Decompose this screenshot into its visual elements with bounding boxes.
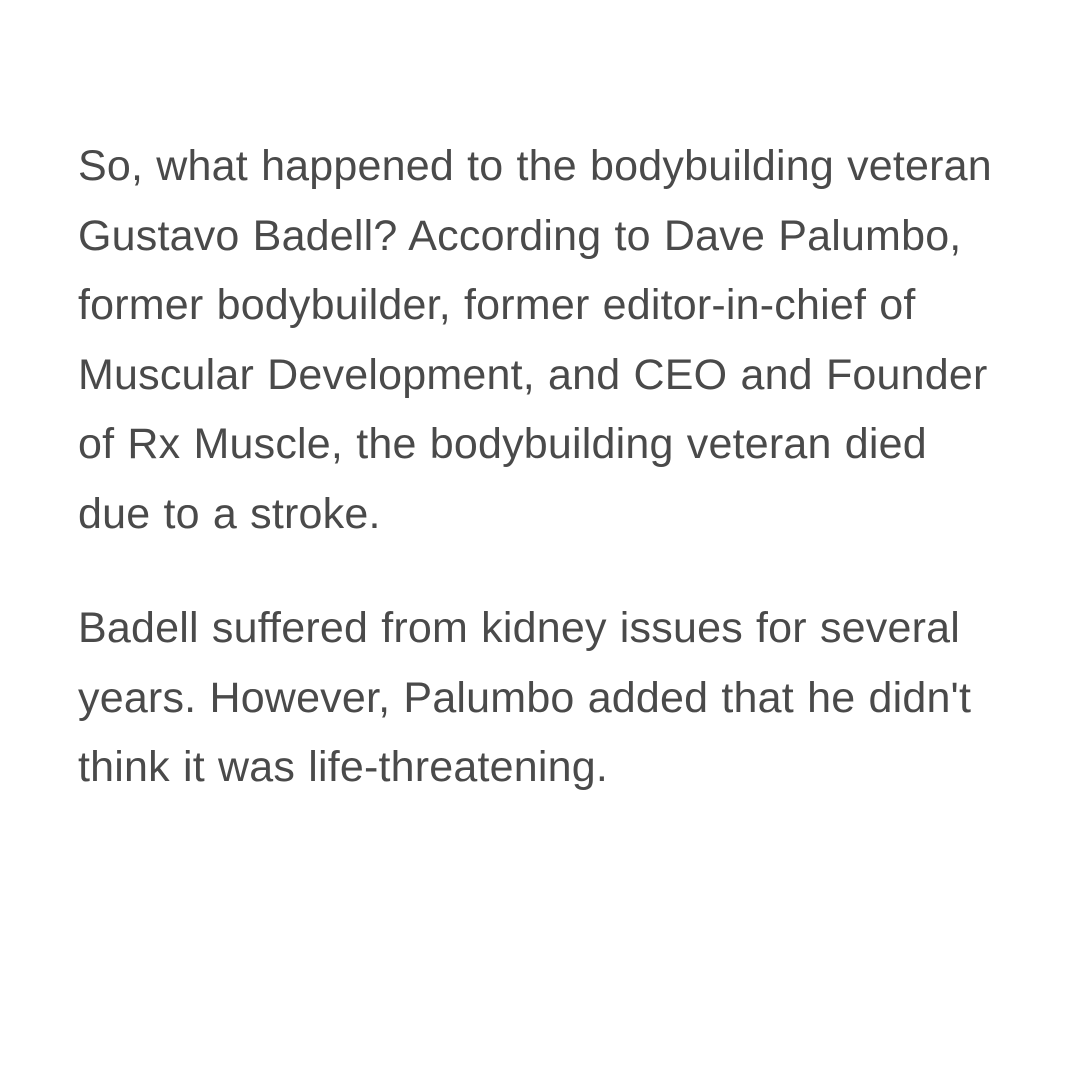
paragraph: So, what happened to the bodybuilding veteran Gustavo Badell? According to Dave Palumbo, former bodybuilder, former editor-in-chief of Muscular Development, and CEO and Founder of Rx Muscle, the bodybuilding veteran died due to a stroke. <box>78 142 992 538</box>
article-body <box>78 132 1002 803</box>
paragraph: Badell suffered from kidney issues for several years. However, Palumbo added that he didn't think it was life-threatening. <box>78 604 972 791</box>
